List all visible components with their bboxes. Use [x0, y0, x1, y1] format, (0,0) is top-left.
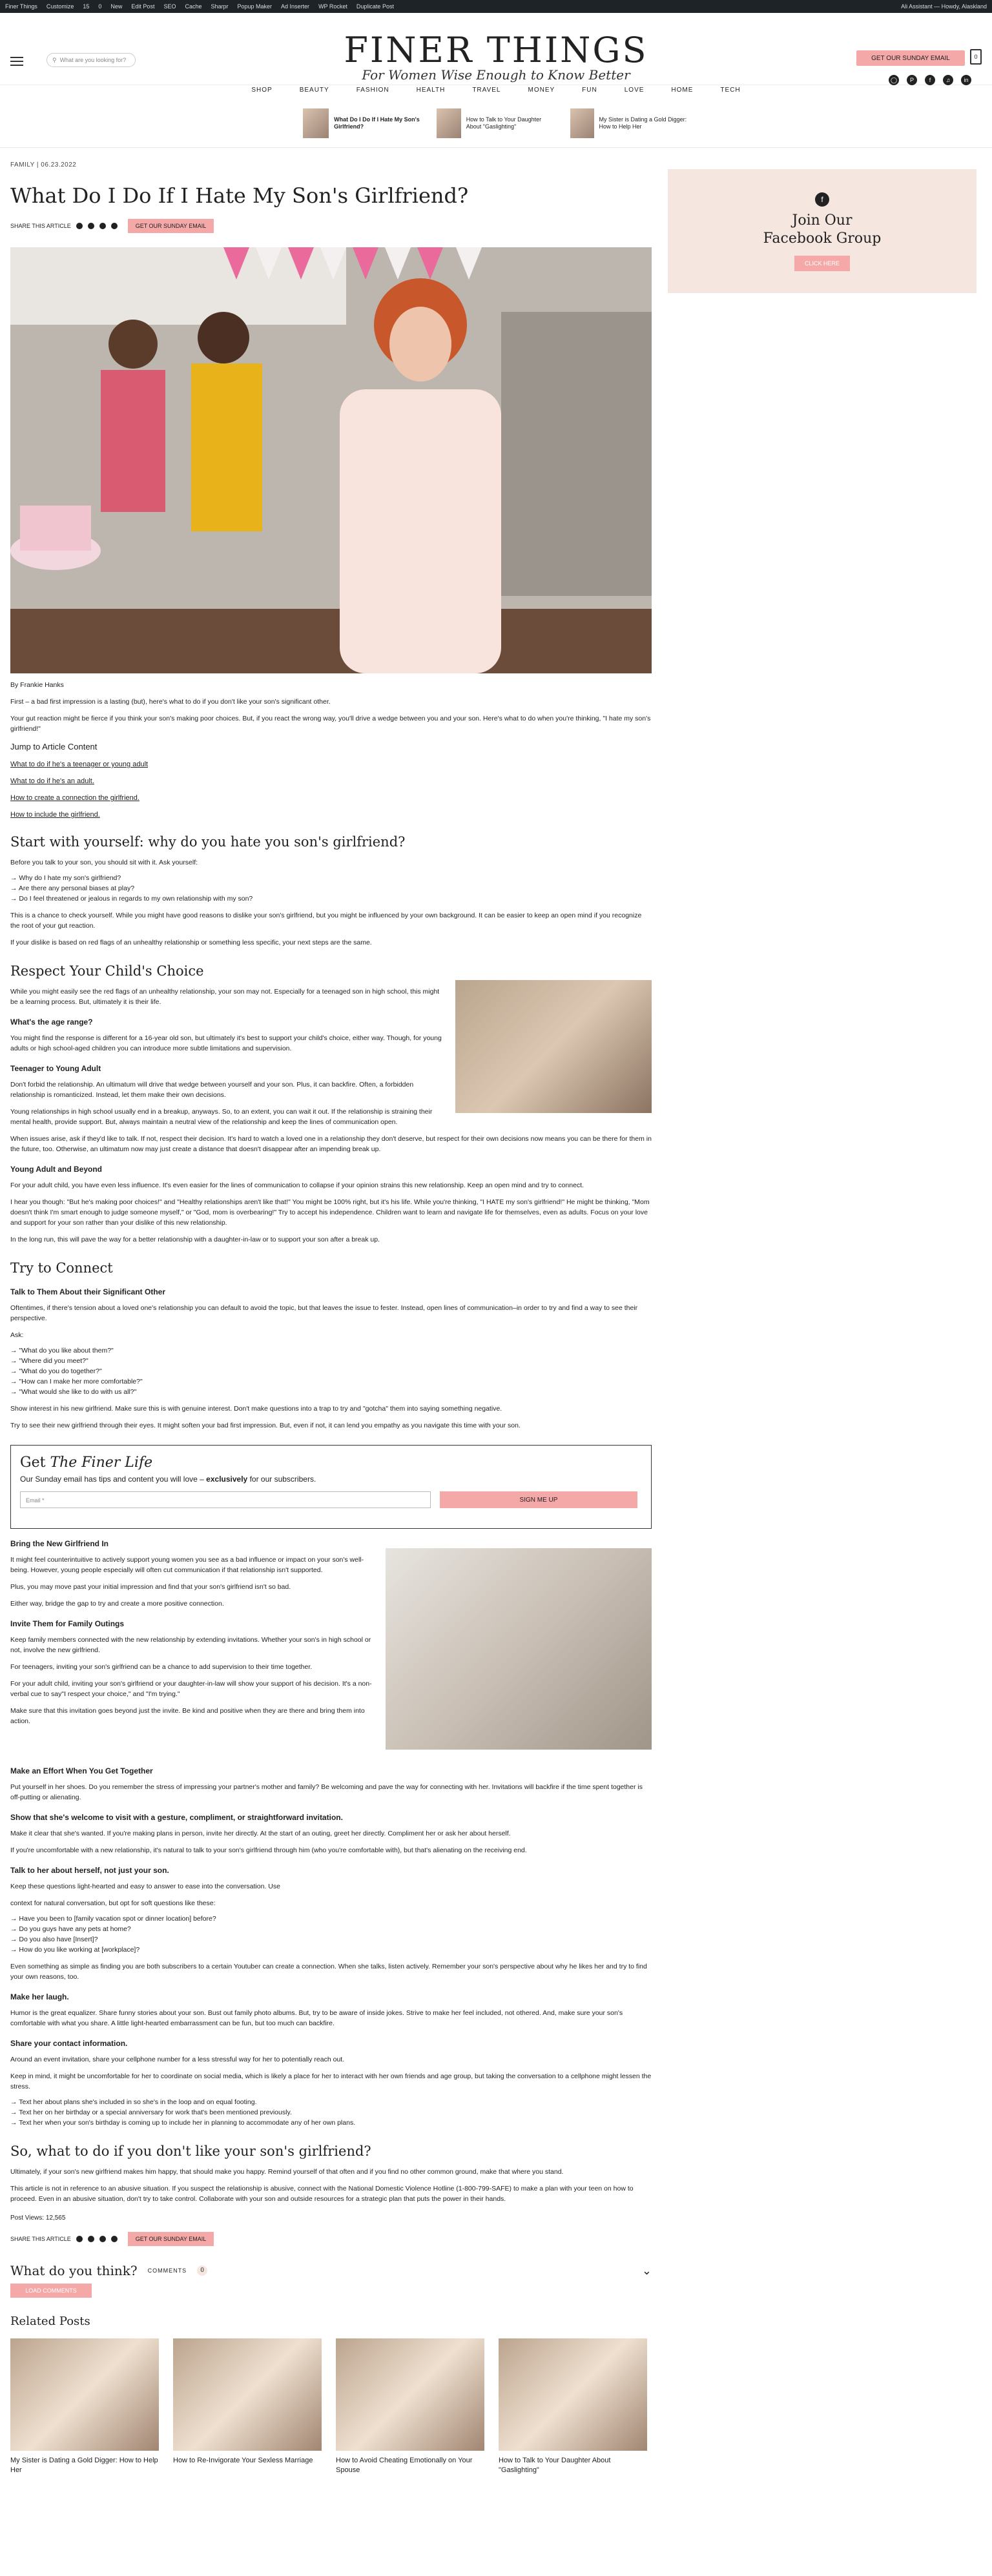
article-image	[386, 1548, 652, 1750]
nav-item[interactable]: FASHION	[356, 86, 389, 94]
paragraph: Humor is the great equalizer. Share funny stories about your son. Bust out family photo albums. But, try to be aware of inside jokes. Strive to make her feel included, not othered. And, make sure your son's comfortable with what you share. A little light-hearted embarrassment can be fun, but too much can backfire.	[10, 2009, 623, 2027]
cart-icon[interactable]: 0	[970, 49, 982, 65]
subheading: Talk to her about herself, not just your son.	[10, 1866, 169, 1875]
paragraph: context for natural conversation, but opt for soft questions like these:	[10, 1899, 216, 1907]
list-item: → "What do you do together?"	[10, 1367, 102, 1375]
nav-item[interactable]: TRAVEL	[472, 86, 501, 94]
paragraph: Keep these questions light-hearted and easy to answer to ease into the conversation. Use	[10, 1883, 280, 1890]
related-thumbnail	[499, 2338, 647, 2451]
paragraph: Put yourself in her shoes. Do you remember the stress of impressing your partner's mother and family? Be welcoming and pave the way for connecting with her. Invitations will backfire if the time spent together is off-putting or alienating.	[10, 1783, 643, 1801]
paragraph: When issues arise, ask if they'd like to talk. If not, respect their decision. It's hard to watch a loved one in a relationship they don't deserve, but respect for their own decisions now means you can be there for them in the future, too. Otherwise, an ultimatum now may just create a distance that doesn't disappear after an impending break up.	[10, 1135, 652, 1153]
paragraph: Make sure that this invitation goes beyond just the invite. Be kind and positive when they are there and bring them into action.	[10, 1707, 365, 1725]
subheading: Young Adult and Beyond	[10, 1165, 102, 1174]
pinterest-icon[interactable]	[99, 2236, 106, 2242]
post-views: Post Views: 12,565	[10, 2214, 66, 2222]
paragraph: Ask:	[10, 1331, 24, 1339]
list-item: → Text her on her birthday or a special anniversary for work that's been mentioned previously.	[10, 2109, 292, 2116]
admin-item[interactable]: New	[110, 3, 123, 10]
toc-link[interactable]: What to do if he's an adult.	[10, 777, 94, 785]
share-label: SHARE THIS ARTICLE	[10, 223, 71, 229]
share-label: SHARE THIS ARTICLE	[10, 2236, 71, 2242]
logo-text: FINER THINGS	[344, 30, 648, 70]
email-field[interactable]: Email *	[20, 1491, 431, 1508]
promo-title: What Do I Do If I Hate My Son's Girlfriend?	[334, 116, 420, 130]
nav-item[interactable]: TECH	[720, 86, 741, 94]
pinterest-icon[interactable]: P	[907, 75, 917, 85]
paragraph: This is a chance to check yourself. While you might have good reasons to dislike your son's girlfriend, but you might be influenced by your own background. It can be easier to keep an open mind if you recognize the root of your gut reaction.	[10, 912, 642, 930]
click-here-button[interactable]: CLICK HERE	[794, 256, 850, 271]
share-bar	[10, 219, 652, 233]
subheading: Teenager to Young Adult	[10, 1064, 101, 1073]
comments-title: What do you think?	[10, 2263, 138, 2278]
nav-item[interactable]: HEALTH	[416, 86, 446, 94]
list-item: → Why do I hate my son's girlfriend?	[10, 874, 121, 882]
nav-item[interactable]: MONEY	[528, 86, 555, 94]
toc-link[interactable]: How to create a connection the girlfriend.	[10, 794, 140, 802]
paragraph: Show interest in his new girlfriend. Make sure this is with genuine interest. Don't make questions into a trap to try and "gotcha" them into saying something negative.	[10, 1405, 502, 1413]
site-logo[interactable]	[323, 32, 669, 83]
paragraph: In the long run, this will pave the way for a better relationship with a daughter-in-law or to support your son after a break up.	[10, 1236, 380, 1243]
promo-title: How to Talk to Your Daughter About "Gaslighting"	[466, 116, 542, 130]
list-item: → "How can I make her more comfortable?"	[10, 1378, 143, 1385]
promo-strip	[0, 105, 992, 142]
paragraph: If your dislike is based on red flags of an unhealthy relationship or something less specific, your next steps are the same.	[10, 939, 372, 946]
toc-link[interactable]: What to do if he's a teenager or young adult	[10, 761, 149, 768]
subheading: Make an Effort When You Get Together	[10, 1766, 153, 1775]
paragraph: This article is not in reference to an abusive situation. If you suspect the relationship is abusive, connect with the National Domestic Violence Hotline (1-800-799-SAFE) to make a plan with your teen on how to proceed. Even in an abusive situation, don't try to take control. Collaborate with your son and outside resources for a strategic plan that puts the power in their hands.	[10, 2185, 634, 2203]
pinterest-icon[interactable]	[99, 223, 106, 229]
list-item: → Have you been to [family vacation spot or dinner location] before?	[10, 1915, 216, 1923]
admin-item[interactable]: WP Rocket	[318, 3, 347, 10]
admin-item[interactable]: Customize	[46, 3, 74, 10]
paragraph: Don't forbid the relationship. An ultimatum will drive that wedge between yourself and your son. Plus, it can backfire. Often, a forbidden relationship is romanticized. Instead, let them make their own decisions.	[10, 1081, 414, 1099]
question-list	[10, 1914, 652, 1955]
list-item: → "What do you like about them?"	[10, 1347, 114, 1354]
facebook-group-widget	[668, 169, 976, 293]
newsletter-signup	[10, 1445, 652, 1529]
article	[10, 161, 652, 2475]
related-posts	[10, 2338, 652, 2475]
email-icon[interactable]	[111, 2236, 118, 2242]
subheading: Invite Them for Family Outings	[10, 1619, 125, 1628]
admin-item[interactable]: Cache	[185, 3, 202, 10]
twitter-icon[interactable]	[88, 2236, 94, 2242]
divider	[0, 147, 992, 148]
section-heading: So, what to do if you don't like your son's girlfriend?	[10, 2143, 371, 2159]
list-item: → "Where did you meet?"	[10, 1357, 88, 1365]
nav-item[interactable]: HOME	[671, 86, 694, 94]
tip-list	[10, 2097, 652, 2128]
subheading: Make her laugh.	[10, 1992, 69, 2001]
related-post-title: How to Talk to Your Daughter About "Gaslighting"	[499, 2457, 611, 2474]
sunday-email-button[interactable]: GET OUR SUNDAY EMAIL	[856, 50, 965, 66]
article-image	[455, 980, 652, 1113]
site-header	[0, 13, 992, 85]
instagram-icon[interactable]: ◯	[889, 75, 899, 85]
promo-thumbnail	[437, 108, 461, 138]
hero-illustration	[10, 247, 652, 673]
section-heading: Start with yourself: why do you hate you son's girlfriend?	[10, 834, 406, 850]
admin-item[interactable]: SEO	[163, 3, 176, 10]
sunday-email-button[interactable]: GET OUR SUNDAY EMAIL	[128, 2232, 214, 2246]
related-post-card[interactable]	[173, 2338, 322, 2475]
paragraph: Around an event invitation, share your cellphone number for a less stressful way for her to potentially reach out.	[10, 2056, 345, 2063]
related-post-title: How to Re-Invigorate Your Sexless Marriage	[173, 2457, 313, 2464]
article-title: What Do I Do If I Hate My Son's Girlfriend?	[10, 183, 469, 208]
list-item: → Do I feel threatened or jealous in regards to my own relationship with my son?	[10, 895, 253, 903]
list-item: → "What would she like to do with us all?"	[10, 1388, 137, 1396]
list-item: → Text her about plans she's included in so she's in the loop and on equal footing.	[10, 2098, 257, 2106]
admin-item[interactable]: Edit Post	[131, 3, 155, 10]
search-input[interactable]	[46, 53, 136, 67]
comment-count-badge: 0	[197, 2265, 207, 2276]
related-post-title: How to Avoid Cheating Emotionally on Your Spouse	[336, 2457, 473, 2474]
toc-link[interactable]: How to include the girlfriend.	[10, 811, 100, 819]
related-thumbnail	[336, 2338, 484, 2451]
tagline: For Women Wise Enough to Know Better	[362, 67, 630, 83]
related-post-card[interactable]	[499, 2338, 647, 2475]
paragraph: Ultimately, if your son's new girlfriend makes him happy, that should make you happy. Remind yourself of that often and if you find no other common ground, make that where you stand.	[10, 2168, 564, 2176]
subheading: Show that she's welcome to visit with a gesture, compliment, or straightforward invitation.	[10, 1813, 343, 1822]
paragraph: Make it clear that she's wanted. If you're making plans in person, invite her directly. At the start of an outing, greet her directly. Compliment her or ask her about herself.	[10, 1830, 511, 1837]
section-heading: Try to Connect	[10, 1260, 113, 1276]
signup-title: Get The Finer Life	[20, 1455, 153, 1471]
promo-thumbnail	[570, 108, 594, 138]
admin-item[interactable]: Sharpr	[211, 3, 229, 10]
related-posts-title: Related Posts	[10, 2315, 90, 2328]
facebook-icon[interactable]	[76, 2236, 83, 2242]
related-thumbnail	[10, 2338, 159, 2451]
paragraph: It might feel counterintuitive to actively support young women you see as a bad influence or impact on your son's well-being. However, young people especially will often cut communication if that relationship isn't supported.	[10, 1556, 364, 1574]
admin-item[interactable]: Finer Things	[5, 3, 37, 10]
nav-item[interactable]: SHOP	[251, 86, 273, 94]
nav-item[interactable]: LOVE	[624, 86, 645, 94]
nav-item[interactable]: BEAUTY	[299, 86, 329, 94]
paragraph: Either way, bridge the gap to try and create a more positive connection.	[10, 1600, 224, 1608]
widget-title: Join Our Facebook Group	[763, 212, 882, 247]
sign-me-up-button[interactable]: SIGN ME UP	[440, 1491, 637, 1508]
facebook-icon: f	[815, 192, 829, 207]
twitter-icon[interactable]	[88, 223, 94, 229]
admin-item[interactable]: 15	[83, 3, 90, 10]
search-icon: ⚲	[52, 56, 57, 63]
paragraph: For your adult child, inviting your son's girlfriend or your daughter-in-law will show your support of his decision. It's a non-verbal cue to say"I respect your choice," and "I'm trying."	[10, 1680, 372, 1698]
list-item: → Do you also have [Insert]?	[10, 1936, 98, 1943]
promo-thumbnail	[303, 108, 329, 138]
list-item: → How do you like working at [workplace]?	[10, 1946, 140, 1954]
paragraph: Even something as simple as finding you are both subscribers to a certain Youtuber can create a connection. When she talks, listen actively. Remember your son's perspective about why he likes her and try to find your own reasons, too.	[10, 1963, 647, 1981]
paragraph: Young relationships in high school usually end in a breakup, anyways. So, to an extent, you can wait it out. If the relationship is straining their mental health, provide support. But, always maintain a neutral view of the relationship and keep the lines of communication open.	[10, 1108, 433, 1126]
section-heading: Respect Your Child's Choice	[10, 963, 204, 979]
search-placeholder: What are you looking for?	[59, 57, 127, 63]
paragraph: For your adult child, you have even less influence. It's even easier for the lines of communication to collapse if your opinion strains this new relationship. Keep an open mind and try to connect.	[10, 1181, 584, 1189]
question-list	[10, 1345, 652, 1397]
subheading: What's the age range?	[10, 1017, 93, 1027]
sunday-email-button[interactable]: GET OUR SUNDAY EMAIL	[128, 219, 214, 233]
list-item: → Do you guys have any pets at home?	[10, 1925, 131, 1933]
paragraph: If you're uncomfortable with a new relationship, it's natural to talk to your son's girlfriend through him (who you're comfortable with), but that's alienating on the receiving end.	[10, 1846, 527, 1854]
admin-bar	[0, 0, 992, 13]
related-post-card[interactable]	[336, 2338, 484, 2475]
table-of-contents	[10, 742, 652, 819]
paragraph: Oftentimes, if there's tension about a loved one's relationship you can default to avoid the topic, but that leaves the issue to fester. Instead, open lines of communication–in order to try and find a way to see their perspective.	[10, 1304, 638, 1322]
comments-header	[10, 2263, 652, 2278]
paragraph: Plus, you may move past your initial impression and find that your son's girlfriend isn't so bad.	[10, 1583, 291, 1591]
related-thumbnail	[173, 2338, 322, 2451]
list-item: → Text her when your son's birthday is coming up to include her in planning to accommodate any of her own plans.	[10, 2119, 356, 2127]
admin-item[interactable]: 0	[98, 3, 102, 10]
paragraph: While you might easily see the red flags of an unhealthy relationship, your son may not. Especially for a teenaged son in high school, this might be a learning process. But, ultimately it is their life.	[10, 988, 440, 1006]
paragraph: Your gut reaction might be fierce if you think your son's making poor choices. But, if you react the wrong way, you'll drive a wedge between you and your son. Here's what to do when you're thinking, "I hate my son's girlfriend!"	[10, 715, 651, 733]
promo-item[interactable]	[303, 105, 422, 142]
email-icon[interactable]	[111, 223, 118, 229]
admin-item[interactable]: Ad Inserter	[281, 3, 310, 10]
facebook-icon[interactable]: f	[925, 75, 935, 85]
admin-item[interactable]: Popup Maker	[237, 3, 273, 10]
toc-label: Jump to Article Content	[10, 742, 98, 751]
signup-subtitle: Our Sunday email has tips and content you will love – exclusively for our subscribers.	[20, 1475, 316, 1484]
article-meta: FAMILY | 06.23.2022	[10, 161, 77, 169]
linkedin-icon[interactable]: in	[961, 75, 971, 85]
paragraph: Try to see their new girlfriend through their eyes. It might soften your bad first impression. But, even if not, it can lend you empathy as you navigate this time with your son.	[10, 1422, 521, 1429]
admin-item[interactable]: Duplicate Post	[356, 3, 394, 10]
promo-item[interactable]	[437, 105, 556, 142]
paragraph: Before you talk to your son, you should sit with it. Ask yourself:	[10, 859, 198, 866]
social-icons	[889, 75, 971, 85]
subheading: Share your contact information.	[10, 2039, 128, 2048]
comments-label: COMMENTS	[147, 2267, 187, 2274]
hero-image	[10, 247, 652, 673]
promo-item[interactable]	[570, 105, 690, 142]
nav-item[interactable]: FUN	[582, 86, 597, 94]
admin-user[interactable]: Ali Assistant — Howdy, Alaskland	[901, 3, 987, 10]
author-byline: By Frankie Hanks	[10, 681, 64, 689]
promo-title: My Sister is Dating a Gold Digger: How to Help Her	[599, 116, 687, 130]
paragraph: You might find the response is different for a 16-year old son, but ultimately it's best to support your child's choice, either way. Though, for young adults or high school-aged children you can introduce more subtle limitations and supervision.	[10, 1034, 442, 1052]
related-post-title: My Sister is Dating a Gold Digger: How to Help Her	[10, 2457, 158, 2474]
paragraph: For teenagers, inviting your son's girlfriend can be a chance to add supervision to their time together.	[10, 1663, 313, 1671]
chevron-down-icon[interactable]: ⌄	[641, 2264, 652, 2278]
paragraph: I hear you though: "But he's making poor choices!" and "Healthy relationships aren't like that!" You might be 100% right, but it's his life. While you're thinking, "I HATE my son's girlfriend!" He might be thinking, "Mom doesn't think I'm smart enough to judge someone myself," or "God, mom is overbearing!" Try to accept his independence. Children want to learn and navigate life for themselves, even as adults. Focus on your love and support for your son rather than your dislike of this new relationship.	[10, 1198, 650, 1227]
subheading: Talk to Them About their Significant Other	[10, 1287, 166, 1296]
menu-icon[interactable]	[10, 54, 23, 68]
tiktok-icon[interactable]: ♫	[943, 75, 953, 85]
subheading: Bring the New Girlfriend In	[10, 1539, 109, 1548]
share-bar-bottom	[10, 2232, 652, 2246]
paragraph: Keep in mind, it might be uncomfortable for her to coordinate on social media, which is likely a place for her to interact with her own friends and age group, but taking the conversation to a cellphone might lessen the stress.	[10, 2072, 652, 2090]
paragraph: Keep family members connected with the new relationship by extending invitations. Whether your son's in high school or not, involve the new girlfriend.	[10, 1636, 371, 1654]
list-item: → Are there any personal biases at play?	[10, 884, 135, 892]
load-comments-button[interactable]: LOAD COMMENTS	[10, 2284, 92, 2298]
facebook-icon[interactable]	[76, 223, 83, 229]
question-list	[10, 873, 652, 904]
related-post-card[interactable]	[10, 2338, 159, 2475]
paragraph: First – a bad first impression is a lasting (but), here's what to do if you don't like your son's significant other.	[10, 698, 331, 706]
